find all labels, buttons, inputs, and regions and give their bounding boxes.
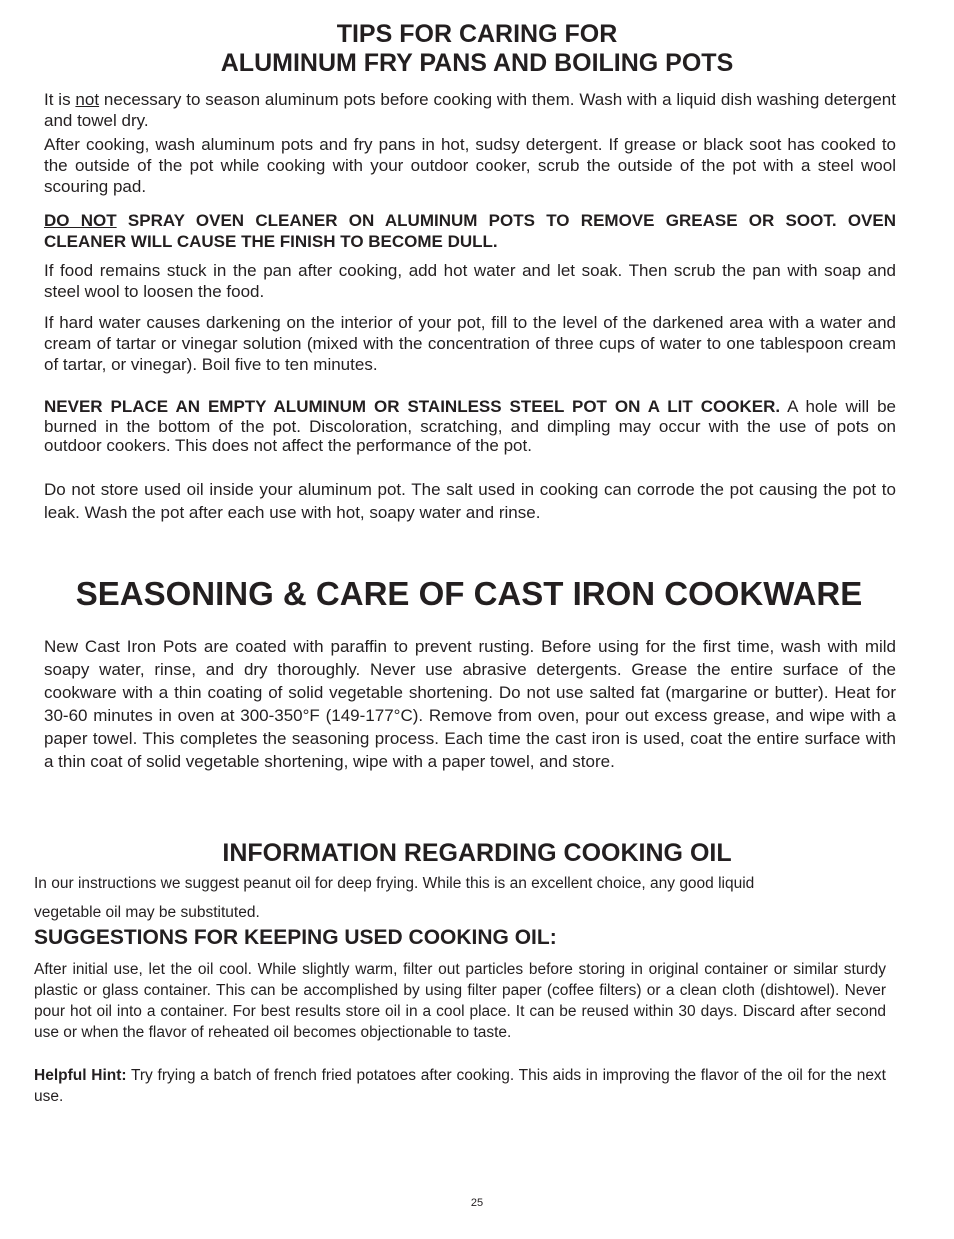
suggestions-paragraph: After initial use, let the oil cool. While slightly warm, filter out particles before storing in original container or similar sturdy plastic or glass container. This can be accomplished by using filter paper (coffee filters) or a clean cloth (dishtowel). Never pour hot oil into a container. For best results store oil in a cool place. It can be reused within 30 days. Discard after second use or when the flavor of reheated oil becomes objectionable to taste.	[34, 961, 886, 1041]
tips-p1-not-emphasis: not	[75, 90, 100, 109]
tips-heading-line2: ALUMINUM FRY PANS AND BOILING POTS	[220, 49, 734, 77]
page-number: 25	[470, 1197, 484, 1209]
suggestions-heading: SUGGESTIONS FOR KEEPING USED COOKING OIL:	[34, 926, 557, 949]
tips-paragraph-hard-water: If hard water causes darkening on the interior of your pot, fill to the level of the darkened area with a water and cream of tartar or vinegar solution (mixed with the concentration of three cups of water to one tablespoon cream of tartar, or vinegar). Boil five to ten minutes.	[44, 313, 896, 374]
warning-do-not: DO NOT	[44, 211, 117, 230]
helpful-hint-text: Try frying a batch of french fried potatoes after cooking. This aids in improving the flavor of the oil for the next use.	[34, 1067, 886, 1105]
cooking-oil-intro-line1: In our instructions we suggest peanut oil for deep frying. While this is an excellent choice, any good liquid	[34, 875, 755, 892]
cast-iron-heading: SEASONING & CARE OF CAST IRON COOKWARE	[75, 575, 863, 612]
empty-pot-text: A hole will be burned in the bottom of the pot. Discoloration, scratching, and dimpling may occur with the use of pots on outdoor cookers. This does not affect the performance of the pot.	[44, 397, 896, 455]
cooking-oil-heading: INFORMATION REGARDING COOKING OIL	[222, 839, 732, 867]
tips-paragraph-wash: After cooking, wash aluminum pots and fry pans in hot, sudsy detergent. If grease or black soot has cooked to the outside of the pot while cooking with your outdoor cooker, scrub the outside of the pot with a steel wool scouring pad.	[44, 135, 896, 196]
tips-paragraph-empty-pot	[44, 397, 896, 456]
tips-p1-start: It is	[44, 90, 71, 109]
warning-text: SPRAY OVEN CLEANER ON ALUMINUM POTS TO REMOVE GREASE OR SOOT. OVEN CLEANER WILL CAUSE THE FINISH TO BECOME DULL.	[44, 211, 896, 251]
cooking-oil-intro	[34, 869, 886, 927]
tips-warning-oven-cleaner	[44, 210, 896, 252]
tips-paragraph-stuck-food: If food remains stuck in the pan after cooking, add hot water and let soak. Then scrub the pan with soap and steel wool to loosen the food.	[44, 261, 896, 301]
tips-paragraph-store-oil: Do not store used oil inside your aluminum pot. The salt used in cooking can corrode the pot causing the pot to leak. Wash the pot after each use with hot, soapy water and rinse.	[44, 480, 896, 522]
helpful-hint-paragraph	[34, 1065, 886, 1107]
helpful-hint-label: Helpful Hint:	[34, 1067, 127, 1084]
tips-heading-line1: TIPS FOR CARING FOR	[336, 20, 618, 48]
cast-iron-paragraph: New Cast Iron Pots are coated with paraffin to prevent rusting. Before using for the first time, wash with mild soapy water, rinse, and dry thoroughly. Never use abrasive detergents. Grease the entire surface of the cookware with a thin coating of solid vegetable shortening. Do not use salted fat (margarine or butter). Heat for 30-60 minutes in oven at 300-350°F (149-177°C). Remove from oven, pour out excess grease, and wipe with a paper towel. This completes the seasoning process. Each time the cast iron is used, coat the entire surface with a thin coat of solid vegetable shortening, wipe with a paper towel, and store.	[44, 637, 896, 771]
tips-paragraph-season	[44, 89, 896, 131]
empty-pot-warning: NEVER PLACE AN EMPTY ALUMINUM OR STAINLESS STEEL POT ON A LIT COOKER.	[44, 397, 781, 416]
tips-p1-end: necessary to season aluminum pots before cooking with them. Wash with a liquid dish washing detergent and towel dry.	[44, 90, 896, 130]
tips-heading	[0, 20, 954, 78]
cooking-oil-intro-line2: vegetable oil may be substituted.	[34, 904, 260, 921]
